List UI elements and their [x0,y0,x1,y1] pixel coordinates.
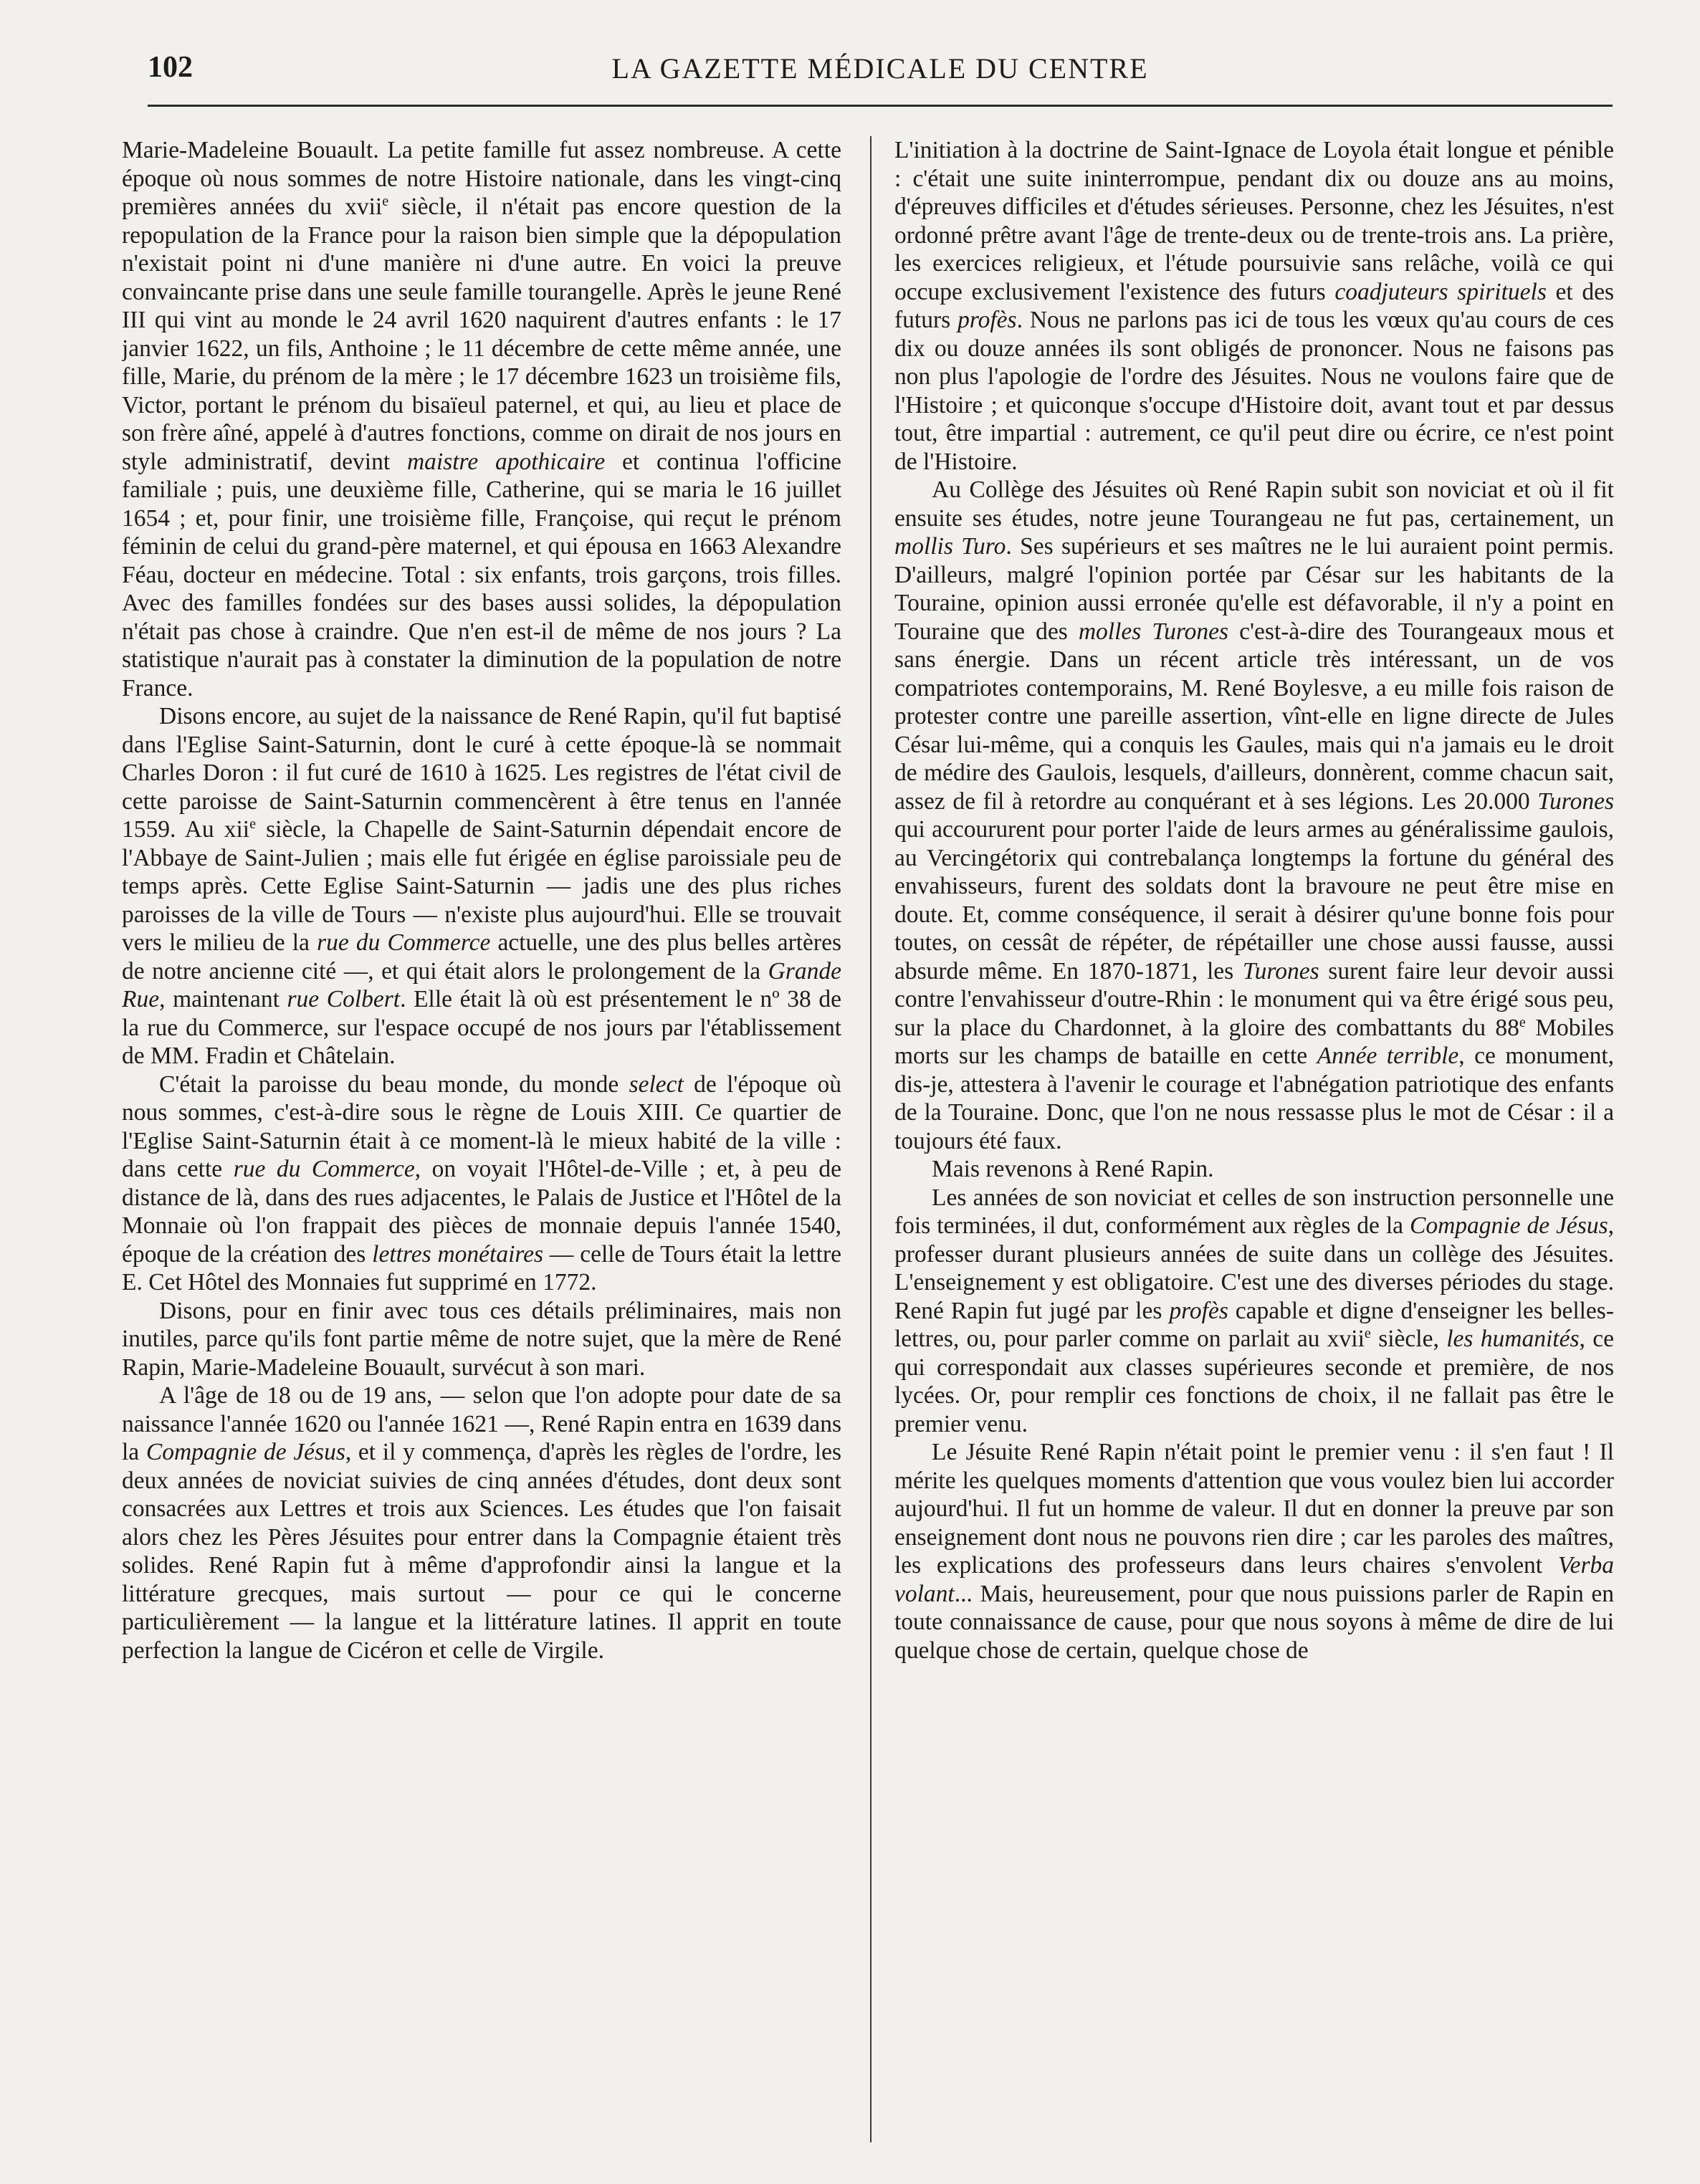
body-text: qui accoururent pour porter l'aide de leurs armes au généralissime gaulois, au Vercingétorix qui contrebalança longtemps la fortune du général des envahisseurs, furent des soldats dont la bravoure ne peut être mise en doute. Et, comme conséquence, il serait à désirer qu'une bonne fois pour toutes, on cessât de répéter, de répétailler une chose aussi fausse, aussi absurde même. En 1870-1871, les [894,816,1614,985]
article-paragraph [894,1438,1614,1665]
body-text: Marie-Madeleine Bouault. La petite famille fut assez nombreuse. A cette époque où nous sommes de notre Histoire nationale, dans les vingt-cinq premières années du xvii [122,137,841,220]
italic-text: mollis Turo [894,533,1006,560]
italic-text: Compagnie de Jésus [145,1439,345,1465]
italic-text: les humanités [1446,1326,1580,1352]
body-text: . Elle était là où est présentement le nº 38 de la rue du Commerce, sur l'espace occupé de nos jours par l'établissement de MM. Fradin et Châtelain. [122,986,841,1069]
body-text: . Nous ne parlons pas ici de tous les vœux qu'au cours de ces dix ou douze années ils sont obligés de prononcer. Nous ne faisons pas non plus l'apologie de l'ordre des Jésuites. Nous ne voulons faire que de l'Histoire ; et quiconque s'occupe d'Histoire doit, avant tout et par dessus tout, être impartial : autrement, ce qu'il peut dire ou écrire, ce n'est point de l'Histoire. [894,307,1614,475]
body-text: C'était la paroisse du beau monde, du monde [159,1071,629,1098]
right-column [894,136,1614,2142]
body-text: de l'époque où nous sommes, c'est-à-dire sous le règne de Louis XIII. Ce quartier de l'Eglise Saint-Saturnin était à ce moment-là le mieux habité de la ville : dans cette [122,1071,841,1182]
italic-text: maistre apothicaire [406,448,606,475]
superscript-text: e [1364,1325,1371,1341]
body-text: , ce qui correspondait aux classes supérieures seconde et première, de nos lycées. Or, pour remplir ces fonctions de choix, il ne fallait pas être le premier venu. [894,1326,1614,1437]
header-rule [148,105,1613,107]
body-text: , et il y commença, d'après les règles de l'ordre, les deux années de noviciat suivies de cinq années d'études, dont deux sont consacrées aux Lettres et trois aux Sciences. Les études que l'on faisait alors chez les Pères Jésuites pour entrer dans la Compagnie étaient très solides. René Rapin fut à même d'approfondir ainsi la langue et la littérature grecques, mais surtout — pour ce qui le concerne particulièrement — la langue et la littérature latines. Il apprit en toute perfection la langue de Cicéron et celle de Virgile. [122,1439,841,1664]
italic-text: select [629,1071,684,1098]
body-text: . Ses supérieurs et ses maîtres ne le lui auraient point permis. D'ailleurs, malgré l'opinion portée par César sur les habitants de la Touraine, opinion aussi erronée qu'elle est défavorable, il n'y a point en Touraine que des [894,533,1614,645]
body-text: Au Collège des Jésuites où René Rapin subit son noviciat et où il fit ensuite ses études, notre jeune Tourangeau ne fut pas, certainement, un [894,476,1614,532]
italic-text: Verba volant [894,1552,1614,1607]
italic-text: Année terrible [1317,1043,1459,1069]
italic-text: coadjuteurs spirituels [1334,278,1547,305]
italic-text: rue du Commerce [233,1156,415,1182]
italic-text: rue du Commerce [317,929,491,956]
superscript-text: e [249,815,256,832]
journal-title: LA GAZETTE MÉDICALE DU CENTRE [611,52,1149,85]
body-text: siècle, la Chapelle de Saint-Saturnin dépendait encore de l'Abbaye de Saint-Julien ; mais elle fut érigée en église paroissiale peu de temps après. Cette Eglise Saint-Saturnin — jadis une des plus riches paroisses de la ville de Tours — n'existe plus aujourd'hui. Elle se trouvait vers le milieu de la [122,816,841,956]
body-text: , on voyait l'Hôtel-de-Ville ; et, à peu de distance de là, dans des rues adjacentes, le Palais de Justice et l'Hôtel de la Monnaie où l'on frappait des pièces de monnaie depuis l'année 1540, époque de la création des [122,1156,841,1268]
page-header [148,50,1613,100]
italic-text: Turones [1242,957,1319,985]
body-text: c'est-à-dire des Tourangeaux mous et sans énergie. Dans un récent article très intéressant, un de vos compatriotes contemporains, M. René Boylesve, a eu mille fois raison de protester contre une pareille assertion, vînt-elle en ligne directe de Jules César lui-même, qui a conquis les Gaules, mais qui n'a jamais eu le droit de médire des Gaulois, lesquels, d'ailleurs, donnèrent, comme chacun sait, assez de fil à retordre au conquérant et à ses légions. Les 20.000 [894,618,1614,815]
body-text: Disons encore, au sujet de la naissance de René Rapin, qu'il fut baptisé dans l'Eglise Saint-Saturnin, dont le curé à cette époque-là se nommait Charles Doron : il fut curé de 1610 à 1625. Les registres de l'état civil de cette paroisse de Saint-Saturnin commencèrent à être tenus en l'année 1559. Au xii [122,703,841,843]
article-paragraph [122,1071,841,1297]
body-text: Disons, pour en finir avec tous ces détails préliminaires, mais non inutiles, parce qu'ils font partie même de notre sujet, que la mère de René Rapin, Marie-Madeleine Bouault, survécut à son mari. [122,1297,841,1381]
body-text: actuelle, une des plus belles artères de notre ancienne cité —, et qui était alors le prolongement de la [122,929,841,985]
body-text: A l'âge de 18 ou de 19 ans, — selon que l'on adopte pour date de sa naissance l'année 1620 ou l'année 1621 —, René Rapin entra en 1639 dans la [122,1382,841,1465]
body-text: , maintenant [159,986,287,1012]
article-paragraph [894,1155,1614,1184]
italic-text: Grande Rue [122,957,841,1012]
body-text: Mobiles morts sur les champs de bataille en cette [894,1014,1614,1069]
article-paragraph [122,702,841,1071]
article-paragraph [894,1184,1614,1439]
body-text: ... Mais, heureusement, pour que nous puissions parler de Rapin en toute connaissance de cause, pour que nous soyons à même de dire de lui quelque chose de certain, quelque chose de [894,1580,1614,1664]
italic-text: profès [1169,1297,1228,1324]
body-text: Les années de son noviciat et celles de son instruction personnelle une fois terminées, il dut, conformément aux règles de la [894,1184,1614,1239]
italic-text: rue Colbert [287,986,401,1012]
column-divider [870,136,872,2142]
body-text: , ce monument, dis-je, attestera à l'avenir le courage et l'abnégation patriotique des enfants de la Touraine. Donc, que l'on ne nous ressasse plus le mot de César : il a toujours été faux. [894,1043,1614,1154]
italic-text: molles Turones [1078,618,1229,645]
body-text: , professer durant plusieurs années de suite dans un collège des Jésuites. L'enseignement y est obligatoire. C'est une des diverses périodes du stage. René Rapin fut jugé par les [894,1212,1614,1324]
body-text: — celle de Tours était la lettre E. Cet Hôtel des Monnaies fut supprimé en 1772. [122,1240,841,1295]
left-column [122,136,841,2142]
article-paragraph [122,136,841,702]
article-paragraph [894,476,1614,1155]
body-text: capable et digne d'enseigner les belles-lettres, ou, pour parler comme on parlait au xvii [894,1297,1614,1352]
body-text: siècle, [1370,1326,1447,1352]
body-text: et continua l'officine familiale ; puis, une deuxième fille, Catherine, qui se maria le 16 juillet 1654 ; et, pour finir, une troisième fille, Françoise, qui reçut le prénom féminin de celui du grand-père maternel, et qui épousa en 1663 Alexandre Féau, docteur en médecine. Total : six enfants, trois garçons, trois filles. Avec des familles fondées sur des bases aussi solides, la dépopulation n'était pas chose à craindre. Que n'en est-il de même de nos jours ? La statistique n'aurait pas à constater la diminution de la population de notre France. [122,448,841,701]
body-text: et des futurs [894,278,1614,333]
page-number: 102 [148,51,193,84]
body-text: surent faire leur devoir aussi contre l'envahisseur d'outre-Rhin : le monument qui va être érigé sous peu, sur la place du Chardonnet, à la gloire des combattants du 88 [894,957,1614,1041]
italic-text: lettres monétaires [372,1240,544,1268]
article-paragraph [894,136,1614,476]
italic-text: Compagnie de Jésus [1410,1212,1608,1239]
article-paragraph [122,1381,841,1665]
article-paragraph [122,1297,841,1382]
body-text: Mais revenons à René Rapin. [932,1156,1214,1182]
body-text: Le Jésuite René Rapin n'était point le premier venu : il s'en faut ! Il mérite les quelques moments d'attention que vous voulez bien lui accorder aujourd'hui. Il fut un homme de valeur. Il dut en donner la preuve par son enseignement dont nous ne pouvons rien dire ; car les paroles des maîtres, les explications des professeurs dans leurs chaires s'envolent [894,1439,1614,1579]
body-text: siècle, il n'était pas encore question de la repopulation de la France pour la raison bien simple que la dépopulation n'existait point ni d'une manière ni d'une autre. En voici la preuve convaincante prise dans une seule famille tourangelle. Après le jeune René III qui vint au monde le 24 avril 1620 naquirent d'autres enfants : le 17 janvier 1622, un fils, Anthoine ; le 11 décembre de cette même année, une fille, Marie, du prénom de la mère ; le 17 décembre 1623 un troisième fils, Victor, portant le prénom du bisaïeul paternel, et qui, au lieu et place de son frère aîné, appelé à d'autres fonctions, comme on dirait de nos jours en style administratif, devint [122,193,841,475]
superscript-text: e [1519,1014,1526,1030]
italic-text: profès [958,307,1017,333]
italic-text: Turones [1537,787,1614,815]
superscript-text: e [382,193,389,209]
body-text: L'initiation à la doctrine de Saint-Ignace de Loyola était longue et pénible : c'était une suite ininterrompue, pendant dix ou douze ans au moins, d'épreuves difficiles et d'études sérieuses. Personne, chez les Jésuites, n'est ordonné prêtre avant l'âge de trente-deux ou de trente-trois ans. La prière, les exercices religieux, et l'étude poursuivie sans relâche, voilà ce qui occupe exclusivement l'existence des futurs [894,137,1614,305]
